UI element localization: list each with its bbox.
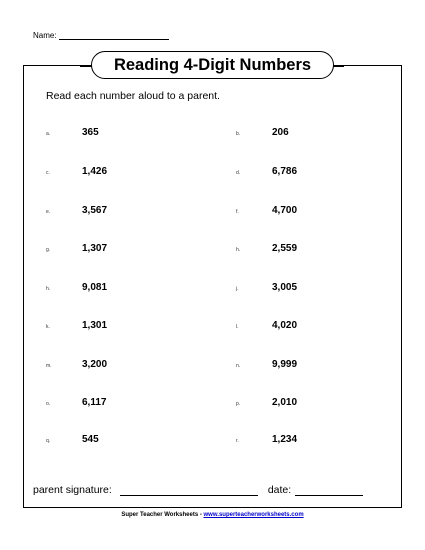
footer-separator: - — [198, 512, 204, 518]
item-number: 206 — [272, 127, 289, 138]
list-item — [46, 282, 107, 293]
item-letter: r. — [236, 438, 239, 444]
item-number: 3,005 — [272, 282, 298, 293]
item-number: 4,700 — [272, 205, 298, 216]
item-letter: b. — [236, 131, 241, 137]
item-letter: j. — [236, 286, 239, 292]
footer-link[interactable]: www.superteacherworksheets.com — [203, 512, 304, 518]
instructions-text: Read each number aloud to a parent. — [46, 90, 220, 102]
item-letter: n. — [236, 363, 241, 369]
item-letter: a. — [46, 131, 51, 137]
item-letter: o. — [46, 401, 51, 407]
name-blank-line[interactable] — [59, 31, 169, 40]
signature-row — [33, 484, 363, 496]
item-letter: h. — [236, 247, 241, 253]
date-line[interactable] — [295, 485, 363, 496]
list-item — [46, 166, 107, 177]
date-label: date: — [267, 484, 292, 496]
list-item — [46, 434, 99, 445]
item-number: 9,081 — [82, 282, 108, 293]
name-label: Name: — [33, 31, 57, 40]
item-letter: g. — [46, 247, 51, 253]
list-item — [236, 127, 289, 138]
item-number: 545 — [82, 434, 99, 445]
item-number: 3,567 — [82, 205, 108, 216]
list-item — [46, 359, 107, 370]
item-number: 1,426 — [82, 166, 108, 177]
item-letter: k. — [46, 324, 50, 330]
item-letter: f. — [236, 209, 239, 215]
item-number: 2,010 — [272, 397, 298, 408]
list-item — [236, 243, 297, 254]
item-letter: m. — [46, 363, 52, 369]
list-item — [236, 205, 297, 216]
list-item — [46, 243, 107, 254]
item-letter: e. — [46, 209, 51, 215]
item-number: 6,117 — [82, 397, 107, 408]
item-letter: c. — [46, 170, 50, 176]
item-number: 365 — [82, 127, 99, 138]
item-letter: h. — [46, 286, 51, 292]
list-item — [236, 397, 297, 408]
item-number: 3,200 — [82, 359, 108, 370]
parent-signature-line[interactable] — [120, 485, 258, 496]
list-item — [236, 359, 297, 370]
list-item — [236, 320, 297, 331]
name-field-row — [33, 31, 169, 40]
item-letter: q. — [46, 438, 51, 444]
item-number: 9,999 — [272, 359, 298, 370]
item-letter: p. — [236, 401, 241, 407]
list-item — [46, 205, 107, 216]
list-item — [236, 166, 297, 177]
parent-signature-label: parent signature: — [33, 484, 112, 496]
list-item — [46, 320, 107, 331]
list-item — [236, 434, 297, 445]
item-number: 2,559 — [272, 243, 298, 254]
item-letter: l. — [236, 324, 239, 330]
item-number: 1,301 — [82, 320, 108, 331]
footer — [0, 512, 425, 518]
footer-brand: Super Teacher Worksheets — [121, 512, 199, 518]
item-letter: d. — [236, 170, 241, 176]
worksheet-title: Reading 4-Digit Numbers — [91, 51, 334, 79]
item-number: 1,307 — [82, 243, 108, 254]
item-number: 4,020 — [272, 320, 298, 331]
list-item — [46, 397, 106, 408]
list-item — [236, 282, 297, 293]
item-number: 6,786 — [272, 166, 298, 177]
item-number: 1,234 — [272, 434, 298, 445]
list-item — [46, 127, 99, 138]
